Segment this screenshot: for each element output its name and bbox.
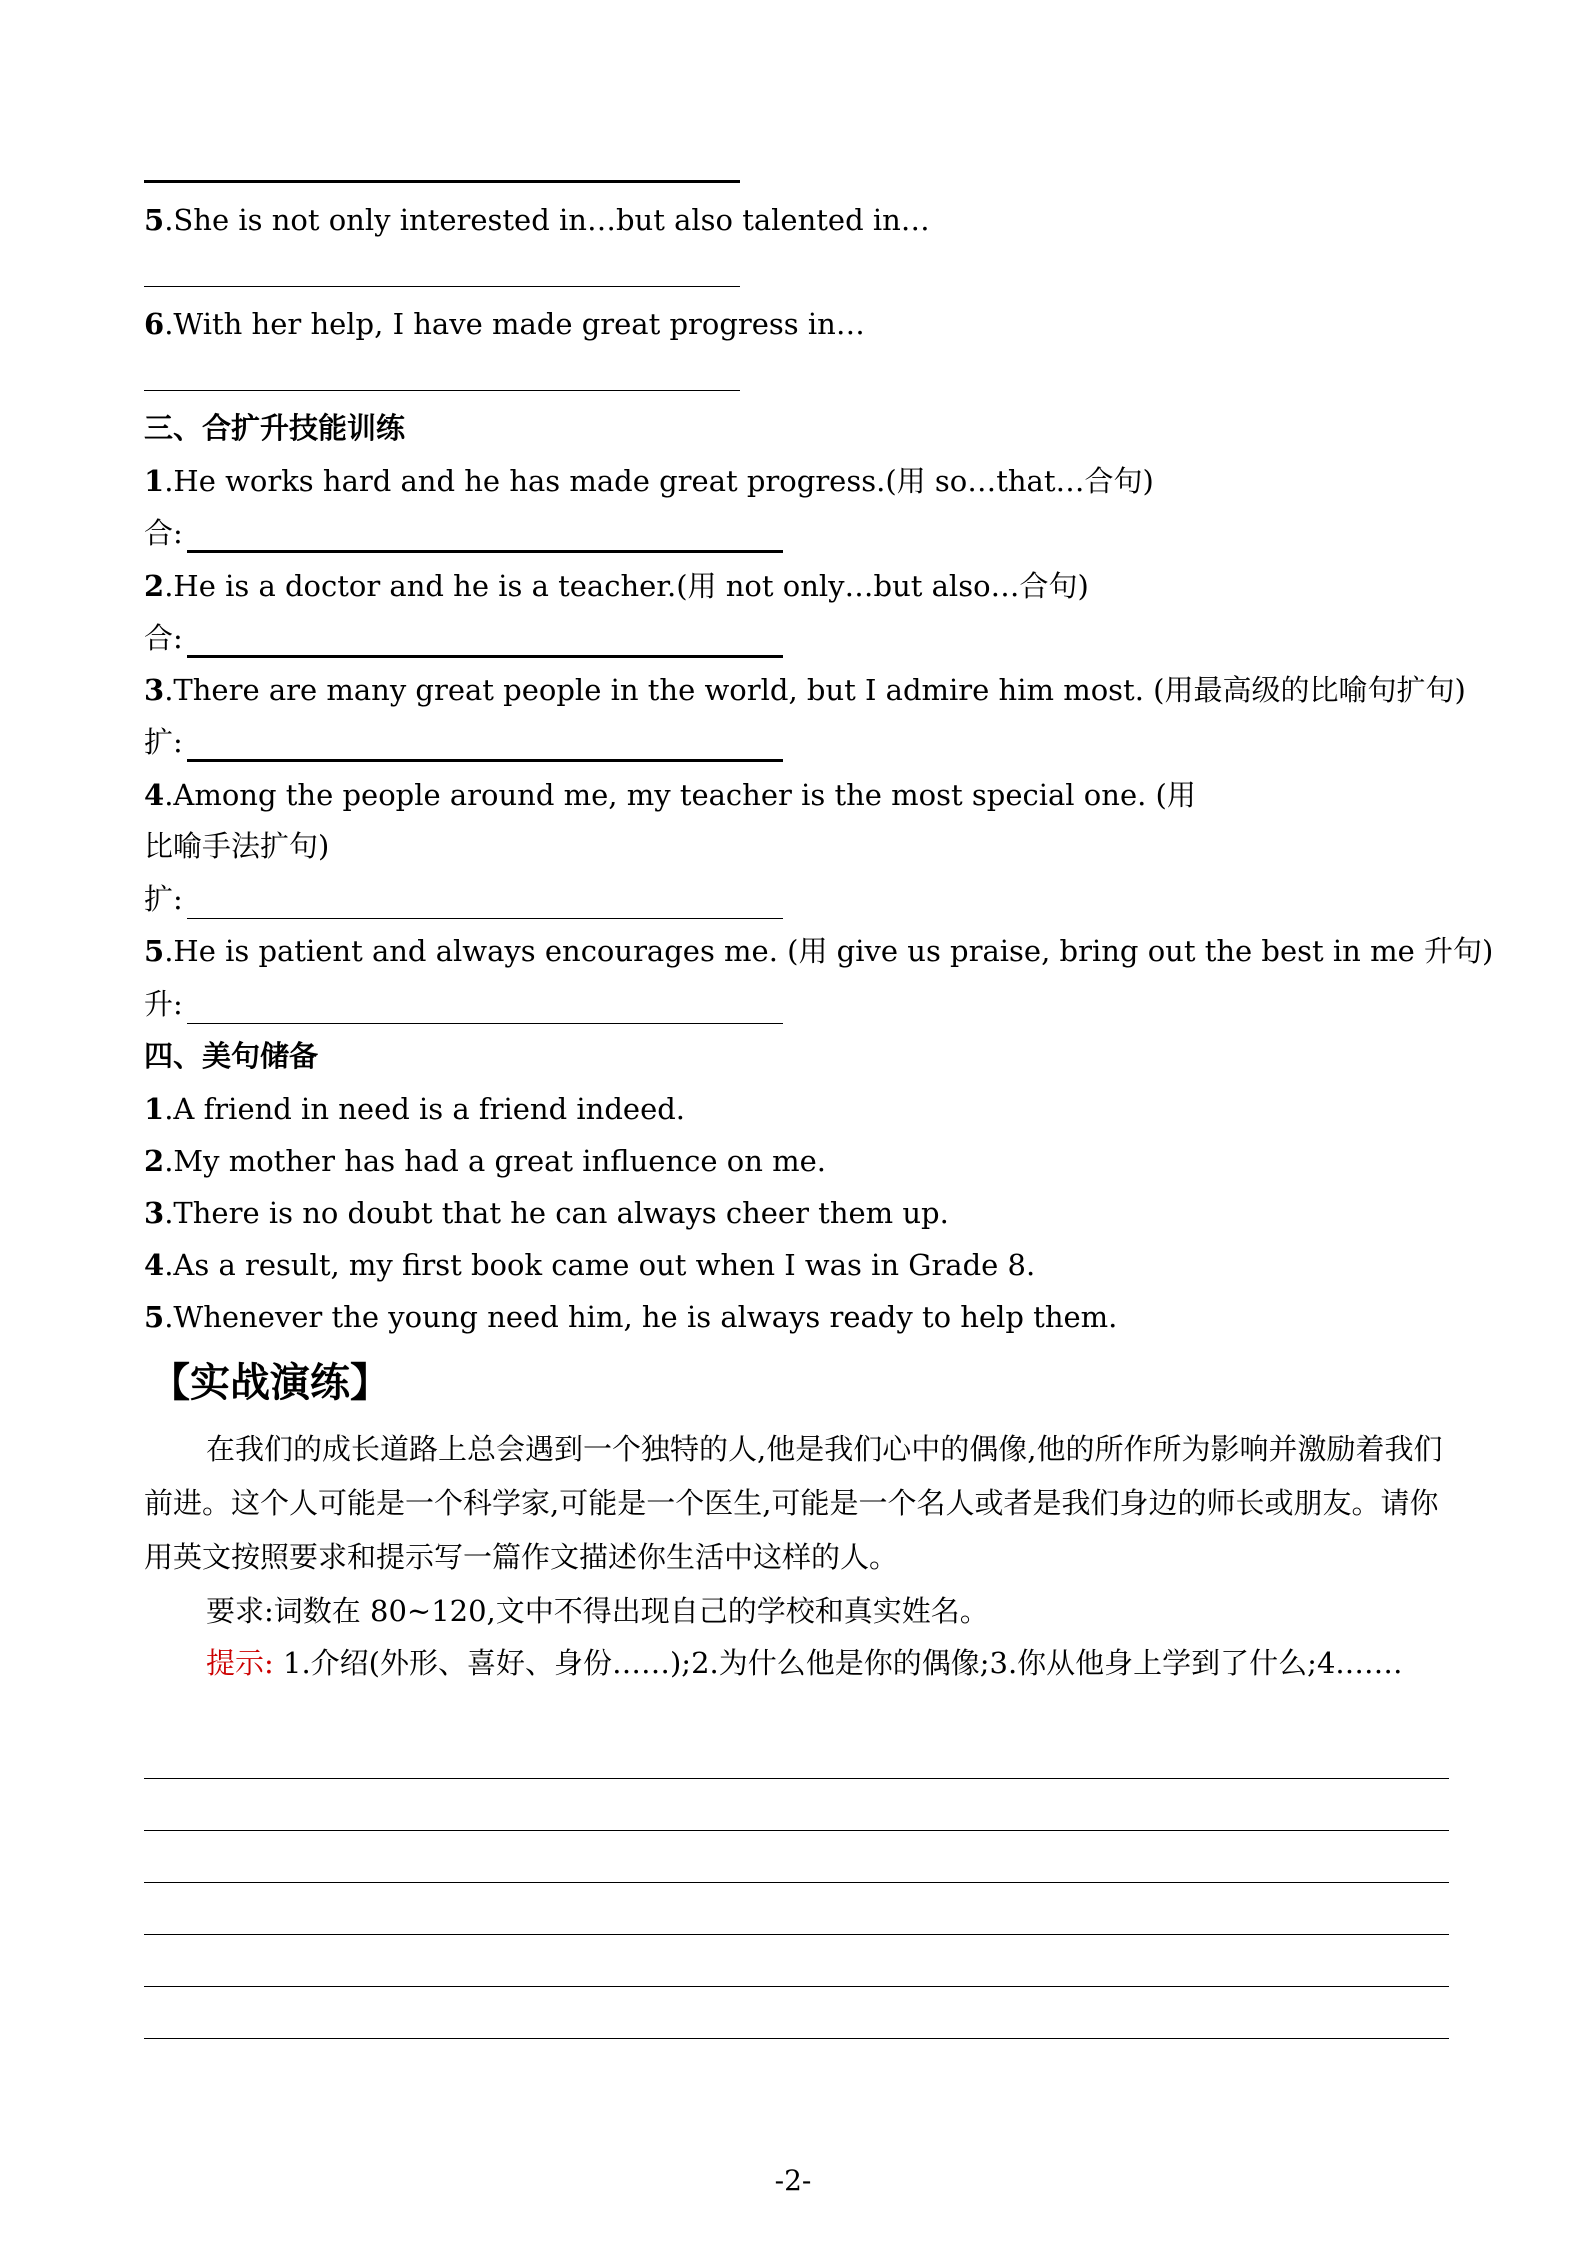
section3-item-1 — [144, 461, 1154, 501]
answer-label: 合: — [144, 516, 183, 550]
section4-item-2 — [144, 1141, 826, 1181]
answer-line[interactable] — [144, 286, 740, 287]
answer-label: 扩: — [144, 882, 183, 916]
writing-line[interactable] — [144, 1778, 1449, 1779]
page-number: -2- — [774, 2164, 812, 2197]
answer-line[interactable] — [187, 627, 783, 658]
item-text: .He is patient and always encourages me. (用 give us praise, bring out the best in me 升句) — [164, 934, 1494, 968]
answer-line[interactable] — [144, 390, 740, 391]
part2-item-6 — [144, 304, 865, 344]
answer-line[interactable] — [187, 731, 783, 762]
section4-item-1 — [144, 1089, 685, 1129]
item-text: .There is no doubt that he can always cheer them up. — [164, 1196, 949, 1230]
section4-item-5 — [144, 1297, 1117, 1337]
item-number: 4 — [144, 778, 165, 812]
item-number: 3 — [144, 673, 165, 707]
item-text: .He is a doctor and he is a teacher.(用 not only…but also…合句) — [164, 569, 1089, 603]
section3-item-2 — [144, 566, 1089, 606]
writing-line[interactable] — [144, 1986, 1449, 1987]
section3-item-4-continued: 比喻手法扩句) — [144, 829, 330, 863]
answer-line[interactable] — [187, 890, 783, 919]
item-text: .He works hard and he has made great progress.(用 so…that…合句) — [164, 464, 1154, 498]
item-number: 5 — [144, 1300, 165, 1334]
item-number: 2 — [144, 1144, 165, 1178]
practice-hint — [144, 1636, 1448, 1690]
hint-label: 提示: — [206, 1646, 274, 1680]
item-number: 5 — [144, 203, 165, 237]
writing-line[interactable] — [144, 1882, 1449, 1883]
item-number: 1 — [144, 1092, 165, 1126]
section3-item-3 — [144, 670, 1466, 710]
answer-label: 合: — [144, 621, 183, 655]
item-text: .As a result, my first book came out when I was in Grade 8. — [164, 1248, 1036, 1282]
answer-row — [144, 618, 783, 658]
answer-row — [144, 722, 783, 762]
answer-line[interactable] — [187, 995, 783, 1024]
item-number: 6 — [144, 307, 165, 341]
item-number: 2 — [144, 569, 165, 603]
item-number: 1 — [144, 464, 165, 498]
part2-item-5 — [144, 200, 930, 240]
writing-line[interactable] — [144, 1830, 1449, 1831]
section4-item-4 — [144, 1245, 1035, 1285]
answer-row — [144, 984, 783, 1024]
section4-item-3 — [144, 1193, 949, 1233]
writing-line[interactable] — [144, 1934, 1449, 1935]
requirement-text: 要求:词数在 80~120,文中不得出现自己的学校和真实姓名。 — [206, 1594, 989, 1628]
item-text: .A friend in need is a friend indeed. — [164, 1092, 686, 1126]
item-number: 4 — [144, 1248, 165, 1282]
section4-title: 四、美句储备 — [144, 1039, 319, 1073]
writing-line[interactable] — [144, 2038, 1449, 2039]
item-text: .There are many great people in the world, but I admire him most. (用最高级的比喻句扩句) — [164, 673, 1466, 707]
section3-item-5 — [144, 931, 1493, 971]
practice-prompt — [144, 1422, 1448, 1584]
answer-row — [144, 513, 783, 553]
hint-text: 1.介绍(外形、喜好、身份……);2.为什么他是你的偶像;3.你从他身上学到了什么;4.…… — [273, 1646, 1403, 1680]
prompt-text: 在我们的成长道路上总会遇到一个独特的人,他是我们心中的偶像,他的所作所为影响并激励着我们前进。这个人可能是一个科学家,可能是一个医生,可能是一个名人或者是我们身边的师长或朋友。请你用英文按照要求和提示写一篇作文描述你生活中这样的人。 — [144, 1432, 1443, 1574]
item-text: .With her help, I have made great progress in… — [164, 307, 865, 341]
item-text: .She is not only interested in…but also talented in… — [164, 203, 930, 237]
item-number: 5 — [144, 934, 165, 968]
item-text: .My mother has had a great influence on me. — [164, 1144, 826, 1178]
practice-requirement — [144, 1584, 1448, 1638]
item-number: 3 — [144, 1196, 165, 1230]
item-text: .Among the people around me, my teacher is the most special one. (用 — [164, 778, 1196, 812]
section3-title: 三、合扩升技能训练 — [144, 411, 406, 445]
answer-row — [144, 879, 783, 919]
answer-label: 升: — [144, 987, 183, 1021]
answer-line[interactable] — [144, 180, 740, 183]
item-text: .Whenever the young need him, he is always ready to help them. — [164, 1300, 1118, 1334]
section3-item-4 — [144, 775, 1196, 815]
answer-line[interactable] — [187, 522, 783, 553]
practice-title: 【实战演练】 — [150, 1360, 390, 1406]
answer-label: 扩: — [144, 725, 183, 759]
